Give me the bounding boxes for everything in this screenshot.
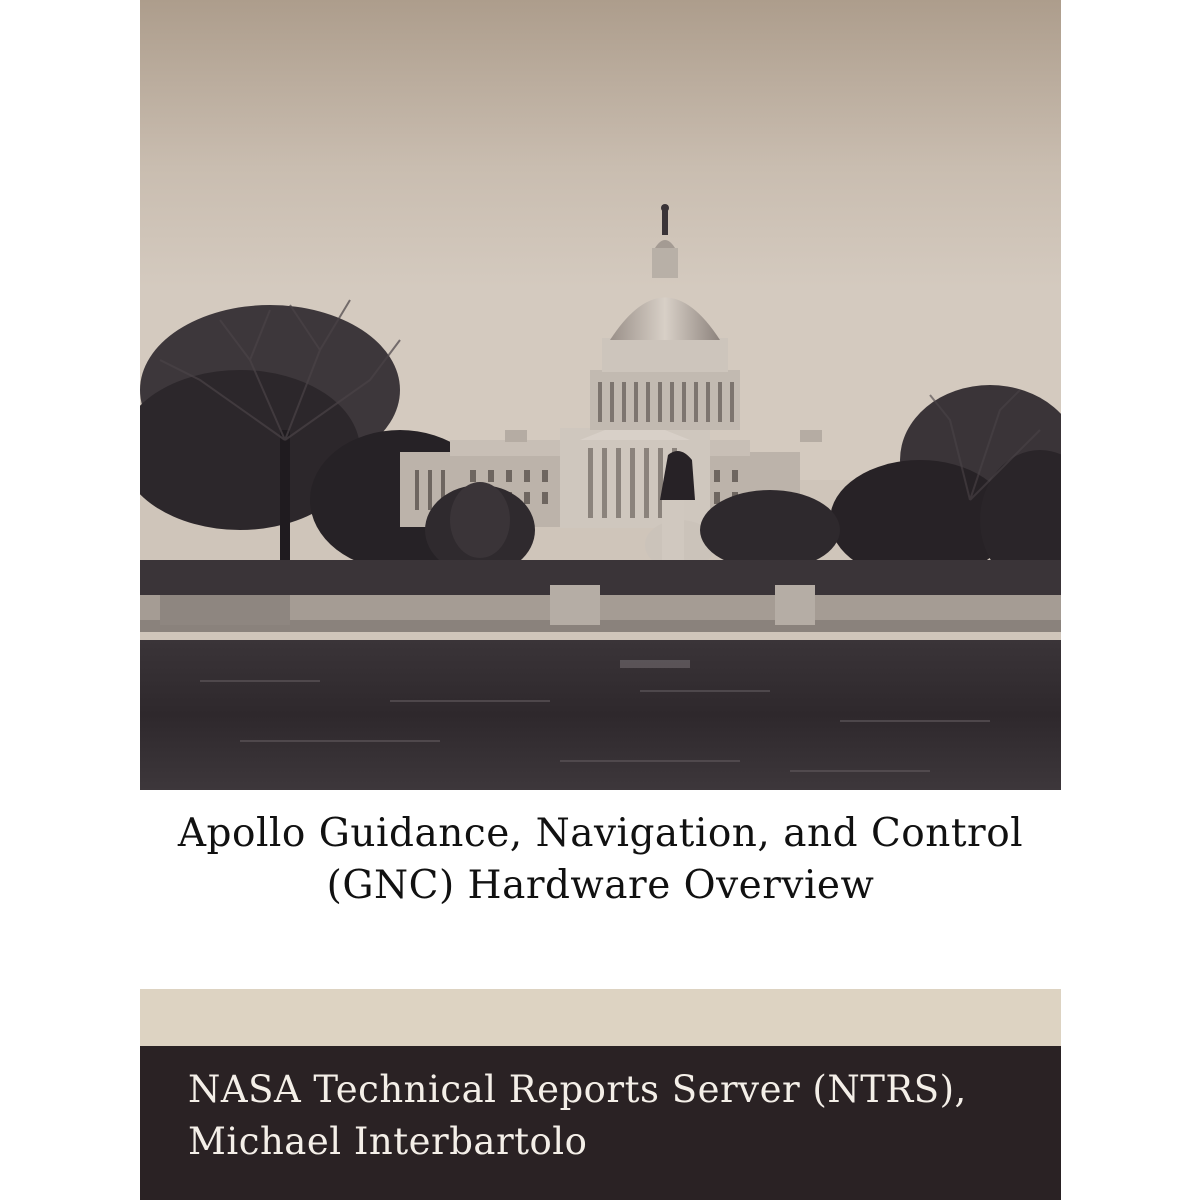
- book-title: Apollo Guidance, Navigation, and Control (GNC) Hardware Overview: [177, 811, 1024, 908]
- book-cover: [140, 0, 1061, 1200]
- cover-photo: [140, 0, 1061, 790]
- title-block: [140, 790, 1061, 989]
- book-author: NASA Technical Reports Server (NTRS), Michael Interbartolo: [188, 1068, 967, 1163]
- author-block: [140, 1046, 1061, 1200]
- decorative-band: [140, 989, 1061, 1046]
- capitol-building-illustration: [140, 0, 1061, 790]
